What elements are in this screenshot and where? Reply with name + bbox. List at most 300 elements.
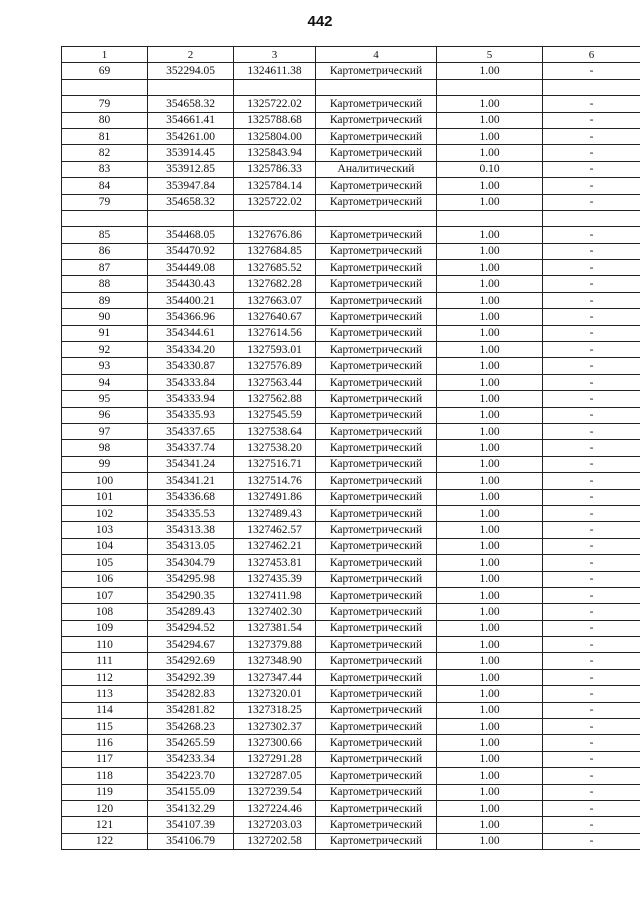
table-row (62, 505, 640, 521)
point-number-cell: 84 (62, 178, 148, 194)
accuracy-cell: 1.00 (437, 702, 543, 718)
y-coordinate-cell: 1325788.68 (234, 112, 316, 128)
y-coordinate-cell: 1327379.88 (234, 637, 316, 653)
x-coordinate-cell: 354289.43 (148, 604, 234, 620)
table-row (62, 342, 640, 358)
method-cell: Картометрический (316, 719, 437, 735)
accuracy-cell: 1.00 (437, 489, 543, 505)
point-number-cell: 86 (62, 243, 148, 259)
point-number-cell: 97 (62, 423, 148, 439)
accuracy-cell: 1.00 (437, 243, 543, 259)
table-row (62, 686, 640, 702)
x-coordinate-cell: 354155.09 (148, 784, 234, 800)
note-cell: - (543, 768, 640, 784)
table-row (62, 637, 640, 653)
table-row (62, 456, 640, 472)
y-coordinate-cell: 1327453.81 (234, 555, 316, 571)
method-cell: Картометрический (316, 260, 437, 276)
note-cell: - (543, 784, 640, 800)
point-number-cell: 80 (62, 112, 148, 128)
note-cell: - (543, 587, 640, 603)
method-cell: Картометрический (316, 571, 437, 587)
table-row (62, 440, 640, 456)
method-cell: Аналитический (316, 161, 437, 177)
x-coordinate-cell: 354330.87 (148, 358, 234, 374)
y-coordinate-cell: 1327489.43 (234, 505, 316, 521)
table-row (62, 604, 640, 620)
accuracy-cell: 1.00 (437, 473, 543, 489)
note-cell: - (543, 309, 640, 325)
column-header: 1 (62, 47, 148, 63)
method-cell: Картометрический (316, 309, 437, 325)
table-row (62, 735, 640, 751)
accuracy-cell: 1.00 (437, 768, 543, 784)
note-cell (543, 210, 640, 226)
table-row (62, 161, 640, 177)
y-coordinate-cell: 1327576.89 (234, 358, 316, 374)
accuracy-cell: 1.00 (437, 260, 543, 276)
y-coordinate-cell: 1327300.66 (234, 735, 316, 751)
x-coordinate-cell: 354268.23 (148, 719, 234, 735)
note-cell: - (543, 800, 640, 816)
note-cell: - (543, 243, 640, 259)
x-coordinate-cell: 354294.52 (148, 620, 234, 636)
column-header: 6 (543, 47, 640, 63)
accuracy-cell: 1.00 (437, 194, 543, 210)
point-number-cell: 79 (62, 96, 148, 112)
accuracy-cell: 1.00 (437, 604, 543, 620)
note-cell: - (543, 686, 640, 702)
method-cell (316, 210, 437, 226)
note-cell: - (543, 489, 640, 505)
point-number-cell: 120 (62, 800, 148, 816)
note-cell: - (543, 423, 640, 439)
note-cell: - (543, 473, 640, 489)
accuracy-cell: 1.00 (437, 276, 543, 292)
point-number-cell: 106 (62, 571, 148, 587)
method-cell: Картометрический (316, 538, 437, 554)
method-cell: Картометрический (316, 194, 437, 210)
method-cell: Картометрический (316, 128, 437, 144)
point-number-cell: 114 (62, 702, 148, 718)
x-coordinate-cell: 354337.74 (148, 440, 234, 456)
table-row (62, 423, 640, 439)
coordinates-table (61, 46, 640, 850)
point-number-cell: 98 (62, 440, 148, 456)
method-cell: Картометрический (316, 702, 437, 718)
point-number-cell: 119 (62, 784, 148, 800)
table-row (62, 473, 640, 489)
table-row (62, 178, 640, 194)
method-cell: Картометрический (316, 522, 437, 538)
point-number-cell (62, 210, 148, 226)
note-cell: - (543, 112, 640, 128)
note-cell: - (543, 604, 640, 620)
accuracy-cell: 1.00 (437, 686, 543, 702)
method-cell: Картометрический (316, 817, 437, 833)
y-coordinate-cell: 1327514.76 (234, 473, 316, 489)
point-number-cell: 109 (62, 620, 148, 636)
accuracy-cell: 1.00 (437, 555, 543, 571)
accuracy-cell: 1.00 (437, 833, 543, 849)
table-row (62, 358, 640, 374)
x-coordinate-cell: 354658.32 (148, 96, 234, 112)
y-coordinate-cell: 1327676.86 (234, 227, 316, 243)
method-cell: Картометрический (316, 784, 437, 800)
x-coordinate-cell: 354233.34 (148, 751, 234, 767)
note-cell: - (543, 505, 640, 521)
x-coordinate-cell: 354132.29 (148, 800, 234, 816)
point-number-cell: 69 (62, 63, 148, 79)
accuracy-cell (437, 210, 543, 226)
note-cell: - (543, 669, 640, 685)
x-coordinate-cell: 354333.94 (148, 391, 234, 407)
table-row (62, 243, 640, 259)
method-cell: Картометрический (316, 440, 437, 456)
method-cell: Картометрический (316, 391, 437, 407)
point-number-cell: 81 (62, 128, 148, 144)
point-number-cell: 87 (62, 260, 148, 276)
x-coordinate-cell: 354335.53 (148, 505, 234, 521)
table-row (62, 522, 640, 538)
point-number-cell: 95 (62, 391, 148, 407)
accuracy-cell: 1.00 (437, 325, 543, 341)
method-cell: Картометрический (316, 145, 437, 161)
note-cell: - (543, 620, 640, 636)
method-cell: Картометрический (316, 96, 437, 112)
y-coordinate-cell: 1327224.46 (234, 800, 316, 816)
table-row (62, 325, 640, 341)
x-coordinate-cell: 354106.79 (148, 833, 234, 849)
note-cell: - (543, 702, 640, 718)
note-cell: - (543, 194, 640, 210)
point-number-cell: 113 (62, 686, 148, 702)
y-coordinate-cell: 1327291.28 (234, 751, 316, 767)
table-row (62, 309, 640, 325)
x-coordinate-cell: 354334.20 (148, 342, 234, 358)
table-row (62, 817, 640, 833)
y-coordinate-cell: 1327684.85 (234, 243, 316, 259)
table-row (62, 768, 640, 784)
accuracy-cell: 1.00 (437, 423, 543, 439)
x-coordinate-cell: 354261.00 (148, 128, 234, 144)
point-number-cell: 83 (62, 161, 148, 177)
accuracy-cell: 1.00 (437, 112, 543, 128)
point-number-cell: 91 (62, 325, 148, 341)
method-cell: Картометрический (316, 178, 437, 194)
note-cell: - (543, 358, 640, 374)
note-cell: - (543, 374, 640, 390)
x-coordinate-cell: 354658.32 (148, 194, 234, 210)
accuracy-cell: 1.00 (437, 571, 543, 587)
point-number-cell: 85 (62, 227, 148, 243)
note-cell: - (543, 817, 640, 833)
y-coordinate-cell: 1327491.86 (234, 489, 316, 505)
note-cell: - (543, 145, 640, 161)
y-coordinate-cell: 1327682.28 (234, 276, 316, 292)
table-row (62, 96, 640, 112)
table-row (62, 751, 640, 767)
method-cell: Картометрический (316, 325, 437, 341)
column-header: 5 (437, 47, 543, 63)
y-coordinate-cell: 1325843.94 (234, 145, 316, 161)
x-coordinate-cell: 354430.43 (148, 276, 234, 292)
table-row (62, 538, 640, 554)
y-coordinate-cell: 1327402.30 (234, 604, 316, 620)
accuracy-cell: 1.00 (437, 96, 543, 112)
y-coordinate-cell: 1327287.05 (234, 768, 316, 784)
accuracy-cell: 0.10 (437, 161, 543, 177)
x-coordinate-cell: 354292.69 (148, 653, 234, 669)
x-coordinate-cell: 354223.70 (148, 768, 234, 784)
note-cell: - (543, 128, 640, 144)
point-number-cell: 116 (62, 735, 148, 751)
x-coordinate-cell: 354468.05 (148, 227, 234, 243)
accuracy-cell: 1.00 (437, 227, 543, 243)
accuracy-cell: 1.00 (437, 653, 543, 669)
note-cell: - (543, 751, 640, 767)
note-cell: - (543, 96, 640, 112)
accuracy-cell: 1.00 (437, 522, 543, 538)
point-number-cell: 104 (62, 538, 148, 554)
accuracy-cell: 1.00 (437, 292, 543, 308)
x-coordinate-cell (148, 210, 234, 226)
point-number-cell: 88 (62, 276, 148, 292)
method-cell: Картометрический (316, 407, 437, 423)
y-coordinate-cell: 1325784.14 (234, 178, 316, 194)
accuracy-cell: 1.00 (437, 587, 543, 603)
method-cell: Картометрический (316, 456, 437, 472)
x-coordinate-cell: 354335.93 (148, 407, 234, 423)
x-coordinate-cell: 354313.38 (148, 522, 234, 538)
point-number-cell: 90 (62, 309, 148, 325)
x-coordinate-cell: 354341.24 (148, 456, 234, 472)
x-coordinate-cell: 354107.39 (148, 817, 234, 833)
y-coordinate-cell (234, 79, 316, 95)
y-coordinate-cell: 1327563.44 (234, 374, 316, 390)
note-cell: - (543, 538, 640, 554)
method-cell: Картометрический (316, 587, 437, 603)
table-row (62, 391, 640, 407)
point-number-cell: 92 (62, 342, 148, 358)
method-cell: Картометрический (316, 833, 437, 849)
method-cell: Картометрический (316, 653, 437, 669)
y-coordinate-cell: 1325804.00 (234, 128, 316, 144)
method-cell: Картометрический (316, 489, 437, 505)
point-number-cell: 79 (62, 194, 148, 210)
note-cell: - (543, 292, 640, 308)
note-cell: - (543, 637, 640, 653)
y-coordinate-cell: 1327320.01 (234, 686, 316, 702)
method-cell: Картометрический (316, 555, 437, 571)
table-row (62, 702, 640, 718)
note-cell: - (543, 555, 640, 571)
accuracy-cell (437, 79, 543, 95)
column-header: 4 (316, 47, 437, 63)
accuracy-cell: 1.00 (437, 178, 543, 194)
method-cell: Картометрический (316, 63, 437, 79)
method-cell: Картометрический (316, 768, 437, 784)
x-coordinate-cell: 354449.08 (148, 260, 234, 276)
point-number-cell: 96 (62, 407, 148, 423)
x-coordinate-cell: 354333.84 (148, 374, 234, 390)
column-header: 2 (148, 47, 234, 63)
point-number-cell: 105 (62, 555, 148, 571)
y-coordinate-cell: 1327516.71 (234, 456, 316, 472)
accuracy-cell: 1.00 (437, 751, 543, 767)
point-number-cell: 110 (62, 637, 148, 653)
accuracy-cell: 1.00 (437, 719, 543, 735)
table-row (62, 571, 640, 587)
x-coordinate-cell: 353912.85 (148, 161, 234, 177)
point-number-cell: 102 (62, 505, 148, 521)
accuracy-cell: 1.00 (437, 800, 543, 816)
method-cell: Картометрический (316, 374, 437, 390)
table-row (62, 292, 640, 308)
y-coordinate-cell: 1327614.56 (234, 325, 316, 341)
table-row (62, 833, 640, 849)
note-cell: - (543, 63, 640, 79)
y-coordinate-cell: 1327538.64 (234, 423, 316, 439)
method-cell: Картометрический (316, 473, 437, 489)
method-cell: Картометрический (316, 751, 437, 767)
note-cell: - (543, 653, 640, 669)
method-cell: Картометрический (316, 686, 437, 702)
table-row (62, 374, 640, 390)
y-coordinate-cell: 1327381.54 (234, 620, 316, 636)
accuracy-cell: 1.00 (437, 309, 543, 325)
accuracy-cell: 1.00 (437, 637, 543, 653)
x-coordinate-cell: 353947.84 (148, 178, 234, 194)
point-number-cell: 101 (62, 489, 148, 505)
table-row (62, 784, 640, 800)
note-cell: - (543, 456, 640, 472)
table-row (62, 669, 640, 685)
x-coordinate-cell: 354292.39 (148, 669, 234, 685)
x-coordinate-cell: 352294.05 (148, 63, 234, 79)
point-number-cell: 112 (62, 669, 148, 685)
point-number-cell: 122 (62, 833, 148, 849)
point-number-cell: 118 (62, 768, 148, 784)
x-coordinate-cell (148, 79, 234, 95)
method-cell: Картометрический (316, 243, 437, 259)
point-number-cell: 121 (62, 817, 148, 833)
note-cell: - (543, 440, 640, 456)
method-cell: Картометрический (316, 227, 437, 243)
accuracy-cell: 1.00 (437, 456, 543, 472)
method-cell: Картометрический (316, 423, 437, 439)
y-coordinate-cell: 1327663.07 (234, 292, 316, 308)
x-coordinate-cell: 354366.96 (148, 309, 234, 325)
method-cell: Картометрический (316, 358, 437, 374)
accuracy-cell: 1.00 (437, 620, 543, 636)
table-row (62, 227, 640, 243)
y-coordinate-cell: 1327562.88 (234, 391, 316, 407)
table-header-row (62, 47, 640, 63)
y-coordinate-cell: 1325722.02 (234, 194, 316, 210)
table-row-blank (62, 210, 640, 226)
y-coordinate-cell: 1327348.90 (234, 653, 316, 669)
table-row-blank (62, 79, 640, 95)
table-row (62, 653, 640, 669)
x-coordinate-cell: 354304.79 (148, 555, 234, 571)
accuracy-cell: 1.00 (437, 440, 543, 456)
note-cell: - (543, 260, 640, 276)
y-coordinate-cell: 1327411.98 (234, 587, 316, 603)
y-coordinate-cell: 1327203.03 (234, 817, 316, 833)
table-row (62, 555, 640, 571)
point-number-cell: 99 (62, 456, 148, 472)
y-coordinate-cell: 1327640.67 (234, 309, 316, 325)
point-number-cell: 94 (62, 374, 148, 390)
note-cell: - (543, 522, 640, 538)
y-coordinate-cell: 1327347.44 (234, 669, 316, 685)
point-number-cell: 111 (62, 653, 148, 669)
table-row (62, 800, 640, 816)
y-coordinate-cell: 1325722.02 (234, 96, 316, 112)
y-coordinate-cell: 1327318.25 (234, 702, 316, 718)
y-coordinate-cell: 1325786.33 (234, 161, 316, 177)
table-row (62, 63, 640, 79)
table-row (62, 407, 640, 423)
y-coordinate-cell: 1327545.59 (234, 407, 316, 423)
table-row (62, 128, 640, 144)
note-cell: - (543, 735, 640, 751)
y-coordinate-cell: 1327435.39 (234, 571, 316, 587)
column-header: 3 (234, 47, 316, 63)
accuracy-cell: 1.00 (437, 407, 543, 423)
accuracy-cell: 1.00 (437, 391, 543, 407)
table-row (62, 276, 640, 292)
method-cell: Картометрический (316, 735, 437, 751)
accuracy-cell: 1.00 (437, 63, 543, 79)
point-number-cell: 93 (62, 358, 148, 374)
table-row (62, 194, 640, 210)
note-cell: - (543, 391, 640, 407)
page-number: 442 (307, 13, 333, 30)
note-cell: - (543, 342, 640, 358)
point-number-cell: 117 (62, 751, 148, 767)
y-coordinate-cell: 1324611.38 (234, 63, 316, 79)
x-coordinate-cell: 354337.65 (148, 423, 234, 439)
table-row (62, 145, 640, 161)
x-coordinate-cell: 354282.83 (148, 686, 234, 702)
accuracy-cell: 1.00 (437, 505, 543, 521)
x-coordinate-cell: 354341.21 (148, 473, 234, 489)
accuracy-cell: 1.00 (437, 817, 543, 833)
y-coordinate-cell: 1327202.58 (234, 833, 316, 849)
note-cell: - (543, 571, 640, 587)
method-cell: Картометрический (316, 800, 437, 816)
accuracy-cell: 1.00 (437, 358, 543, 374)
x-coordinate-cell: 353914.45 (148, 145, 234, 161)
method-cell: Картометрический (316, 342, 437, 358)
method-cell: Картометрический (316, 276, 437, 292)
method-cell (316, 79, 437, 95)
accuracy-cell: 1.00 (437, 538, 543, 554)
x-coordinate-cell: 354265.59 (148, 735, 234, 751)
point-number-cell: 108 (62, 604, 148, 620)
note-cell (543, 79, 640, 95)
y-coordinate-cell: 1327593.01 (234, 342, 316, 358)
method-cell: Картометрический (316, 669, 437, 685)
table-row (62, 719, 640, 735)
y-coordinate-cell: 1327302.37 (234, 719, 316, 735)
table-row (62, 112, 640, 128)
note-cell: - (543, 719, 640, 735)
method-cell: Картометрический (316, 505, 437, 521)
point-number-cell: 115 (62, 719, 148, 735)
